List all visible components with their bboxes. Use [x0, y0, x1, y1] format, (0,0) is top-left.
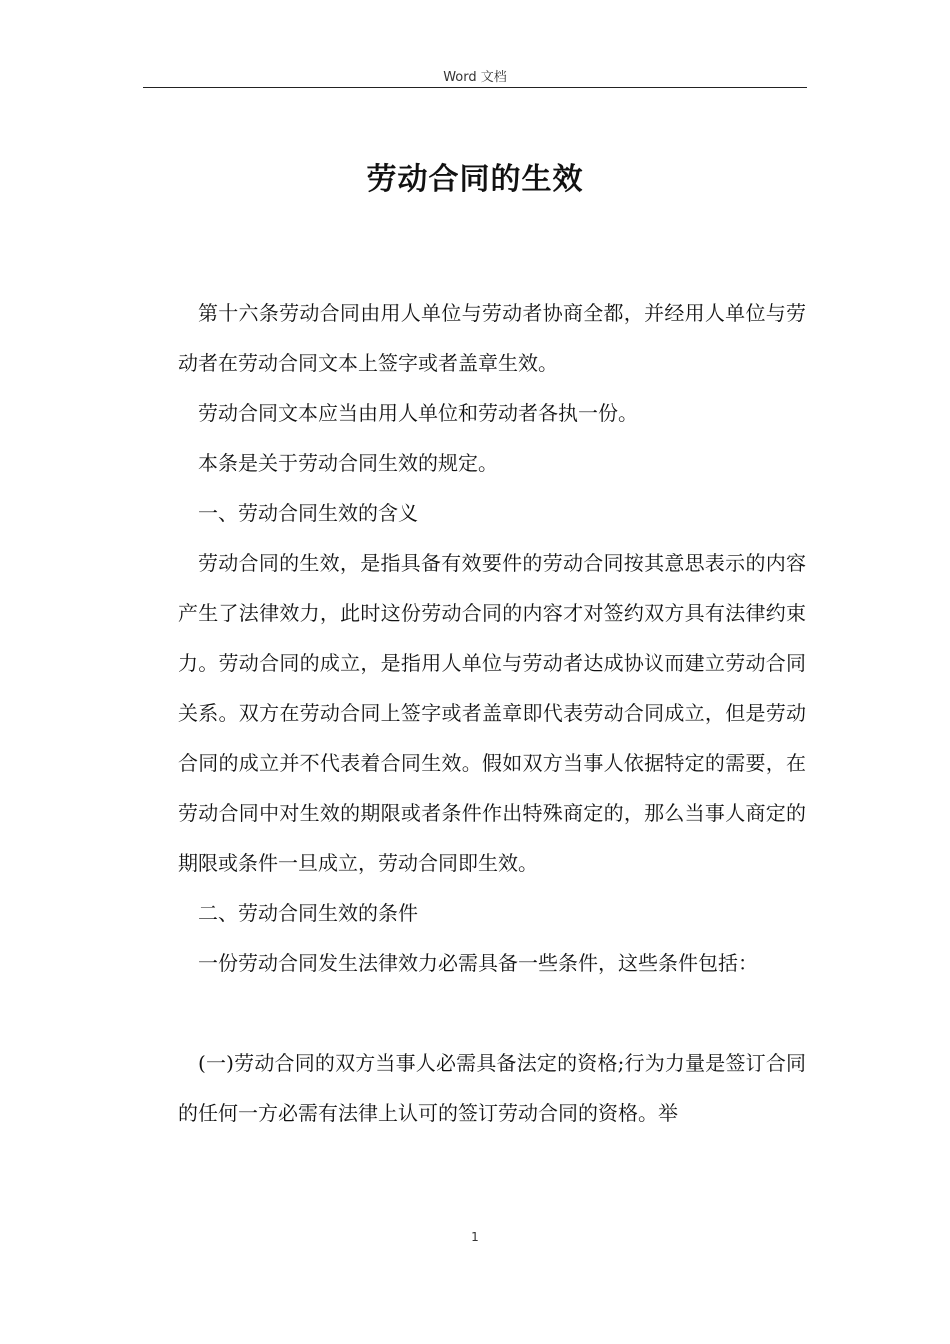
section-heading: 一、劳动合同生效的含义 — [198, 501, 418, 525]
paragraph: (一)劳动合同的双方当事人必需具备法定的资格;行为力量是签订合同的任何一方必需有法律上认可的签订劳动合同的资格。举 — [178, 1051, 806, 1125]
paragraph: 本条是关于劳动合同生效的规定。 — [198, 451, 498, 475]
page-header: Word 文档 — [443, 70, 507, 85]
section-heading: 二、劳动合同生效的条件 — [198, 901, 418, 925]
header-divider — [143, 87, 807, 88]
document-body — [178, 288, 806, 1138]
paragraph: 一份劳动合同发生法律效力必需具备一些条件，这些条件包括： — [198, 951, 758, 975]
document-title: 劳动合同的生效 — [366, 162, 584, 197]
page-number: 1 — [471, 1230, 479, 1244]
paragraph: 劳动合同文本应当由用人单位和劳动者各执一份。 — [198, 401, 638, 425]
paragraph: 第十六条劳动合同由用人单位与劳动者协商全都，并经用人单位与劳动者在劳动合同文本上签字或者盖章生效。 — [178, 301, 806, 375]
paragraph-gap — [178, 988, 806, 1038]
paragraph: 劳动合同的生效，是指具备有效要件的劳动合同按其意思表示的内容产生了法律效力，此时这份劳动合同的内容才对签约双方具有法律约束力。劳动合同的成立，是指用人单位与劳动者达成协议而建立劳动合同关系。双方在劳动合同上签字或者盖章即代表劳动合同成立，但是劳动合同的成立并不代表着合同生效。假如双方当事人依据特定的需要，在劳动合同中对生效的期限或者条件作出特殊商定的，那么当事人商定的期限或条件一旦成立，劳动合同即生效。 — [178, 551, 806, 875]
